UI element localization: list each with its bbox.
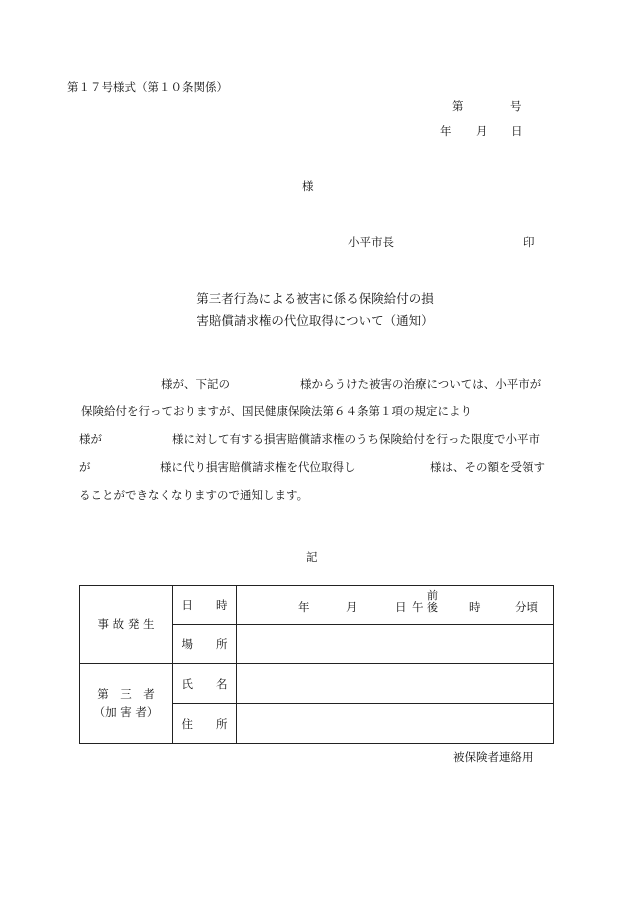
date-day: 日	[511, 124, 523, 138]
issuer-mayor: 小平市長	[348, 235, 394, 249]
title-line-1: 第三者行為による被害に係る保険給付の損	[196, 291, 434, 306]
addressee-sama: 様	[302, 179, 314, 193]
number-go: 号	[510, 99, 522, 113]
form-number: 第１７号様式（第１０条関係）	[67, 80, 228, 94]
dt-year: 年	[298, 600, 310, 614]
date-year: 年	[440, 124, 452, 138]
dt-noon: 午	[412, 600, 424, 614]
date-month: 月	[476, 124, 488, 138]
body-line-5: ることができなくなりますので通知します。	[79, 488, 309, 502]
number-dai: 第	[452, 99, 464, 113]
datetime-label: 日 時	[173, 586, 237, 625]
body-line-1b: 様からうけた被害の治療については、小平市が	[300, 377, 542, 391]
third-party-label: 第 三 者 （加 害 者）	[80, 664, 173, 744]
place-label: 場 所	[173, 625, 237, 664]
name-label: 氏 名	[173, 664, 237, 704]
body-line-3b: 様に対して有する損害賠償請求権のうち保険給付を行った限度で小平市	[172, 432, 540, 446]
dt-pm: 後	[427, 600, 438, 614]
dt-hour: 時	[469, 600, 481, 614]
datetime-value	[237, 586, 554, 625]
place-value	[237, 625, 554, 664]
dt-am: 前	[427, 589, 438, 602]
body-line-3a: 様が	[79, 432, 102, 446]
address-value	[237, 704, 554, 744]
dt-month: 月	[346, 600, 358, 614]
name-value	[237, 664, 554, 704]
body-line-4c: 様は、その額を受領す	[430, 460, 545, 474]
title-line-2: 害賠償請求権の代位取得について（通知）	[196, 313, 434, 328]
dt-day: 日	[395, 600, 407, 614]
dt-am-pm	[427, 590, 438, 613]
body-line-2: 保険給付を行っておりますが、国民健康保険法第６４条第１項の規定により	[81, 404, 472, 418]
issuer-seal: 印	[523, 235, 535, 249]
dt-minute: 分頃	[515, 600, 538, 614]
footer-note: 被保険者連絡用	[453, 750, 534, 764]
accident-occurrence-label: 事 故 発 生	[80, 586, 173, 664]
address-label: 住 所	[173, 704, 237, 744]
body-line-4a: が	[79, 460, 91, 474]
body-line-4b: 様に代り損害賠償請求権を代位取得し	[160, 460, 356, 474]
body-line-1a: 様が、下記の	[161, 377, 230, 391]
record-table	[79, 585, 554, 744]
ki-heading: 記	[306, 550, 318, 564]
